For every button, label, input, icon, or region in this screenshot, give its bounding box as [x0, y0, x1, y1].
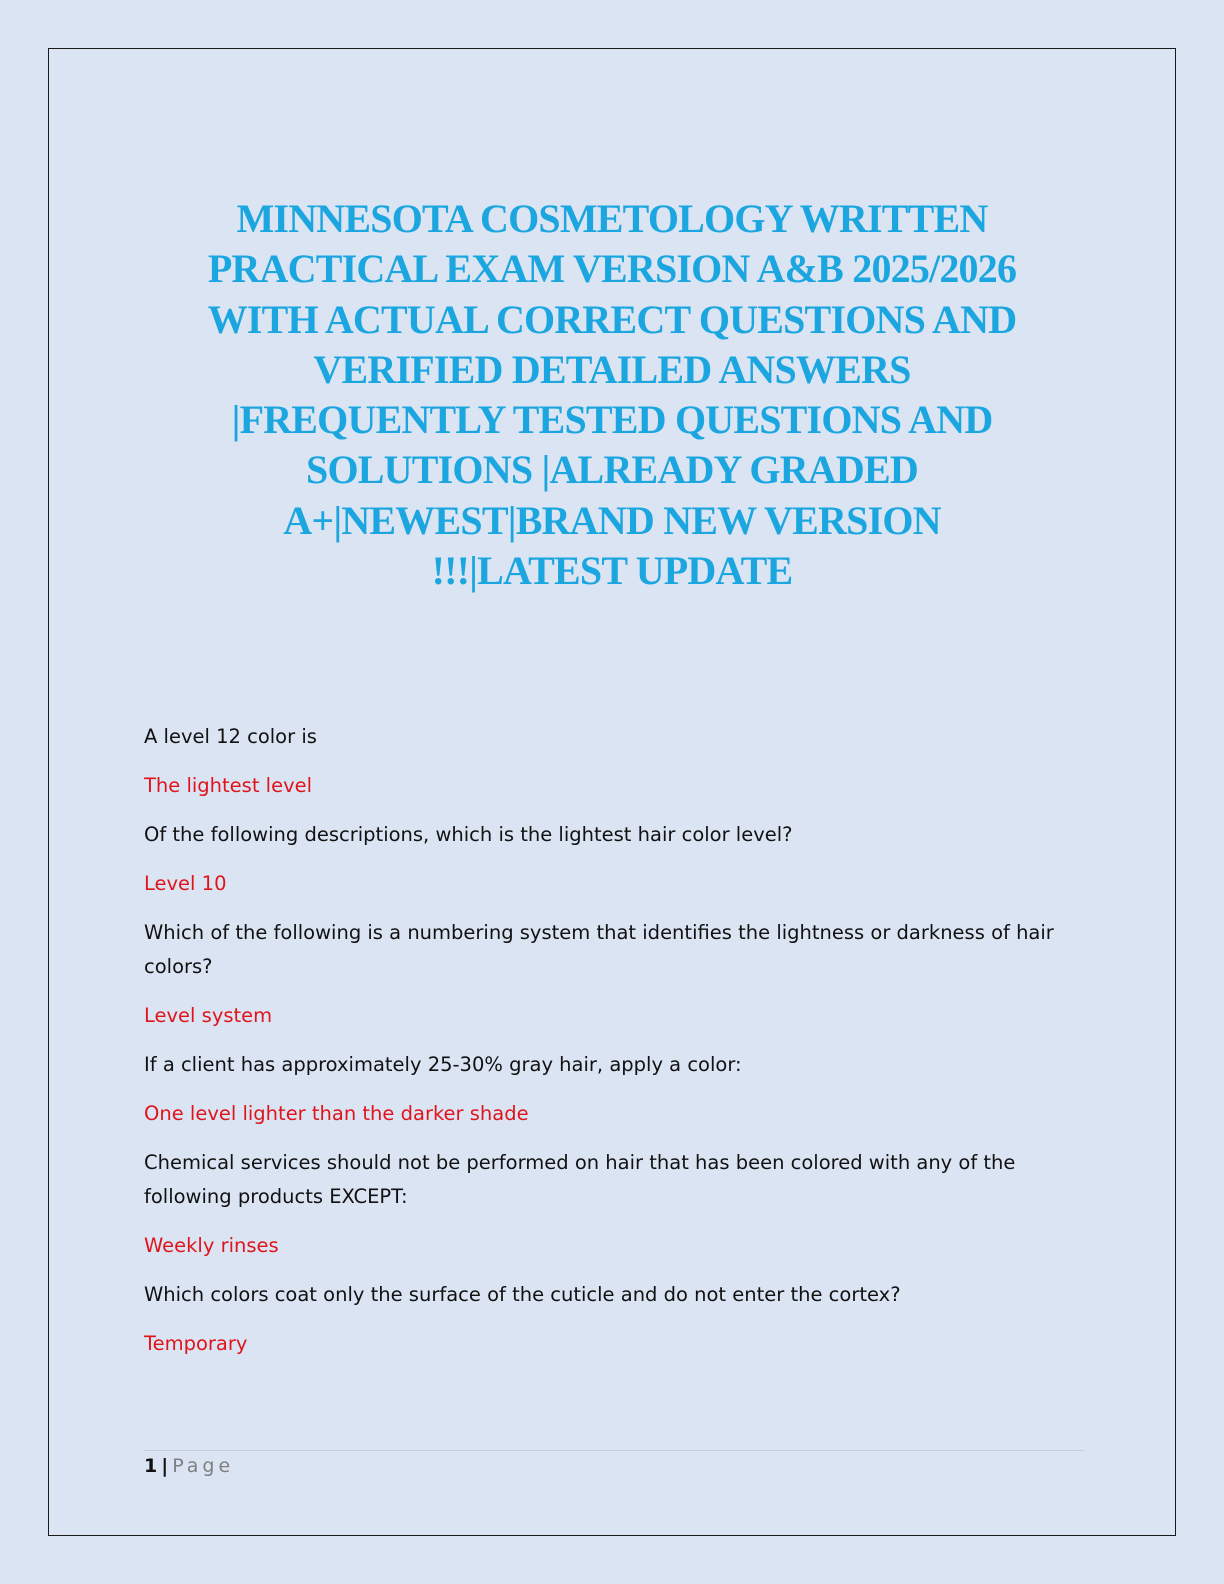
answer-text: Level 10 [144, 872, 227, 895]
answer-text: One level lighter than the darker shade [144, 1102, 529, 1125]
footer-divider [144, 1450, 1084, 1451]
title-line: SOLUTIONS |ALREADY GRADED [306, 447, 918, 493]
page-label: Page [172, 1455, 235, 1477]
qa-list [144, 720, 1064, 1376]
question-text: Chemical services should not be performed on hair that has been colored with any of the following products EXCEPT: [144, 1151, 1016, 1208]
title-line: WITH ACTUAL CORRECT QUESTIONS AND [207, 296, 1017, 342]
answer-text: Level system [144, 1004, 273, 1027]
title-line: A+|NEWEST|BRAND NEW VERSION [283, 497, 941, 543]
answer-text: Temporary [144, 1332, 248, 1355]
footer-separator: | [161, 1455, 169, 1477]
answer-text: Weekly rinses [144, 1234, 279, 1257]
question-text: Of the following descriptions, which is the lightest hair color level? [144, 823, 793, 846]
page-footer [144, 1454, 234, 1478]
question-text: A level 12 color is [144, 725, 317, 748]
document-title [130, 194, 1094, 596]
title-line: !!!|LATEST UPDATE [431, 548, 793, 594]
title-line: MINNESOTA COSMETOLOGY WRITTEN [236, 196, 988, 241]
question-text: If a client has approximately 25-30% gray hair, apply a color: [144, 1053, 742, 1076]
title-line: VERIFIED DETAILED ANSWERS [313, 346, 911, 392]
question-text: Which colors coat only the surface of the cuticle and do not enter the cortex? [144, 1283, 901, 1306]
question-text: Which of the following is a numbering system that identifies the lightness or darkness of hair colors? [144, 921, 1054, 978]
page-number: 1 [144, 1455, 158, 1477]
title-line: |FREQUENTLY TESTED QUESTIONS AND [231, 397, 993, 443]
answer-text: The lightest level [144, 774, 313, 797]
title-line: PRACTICAL EXAM VERSION A&B 2025/2026 [207, 246, 1017, 292]
